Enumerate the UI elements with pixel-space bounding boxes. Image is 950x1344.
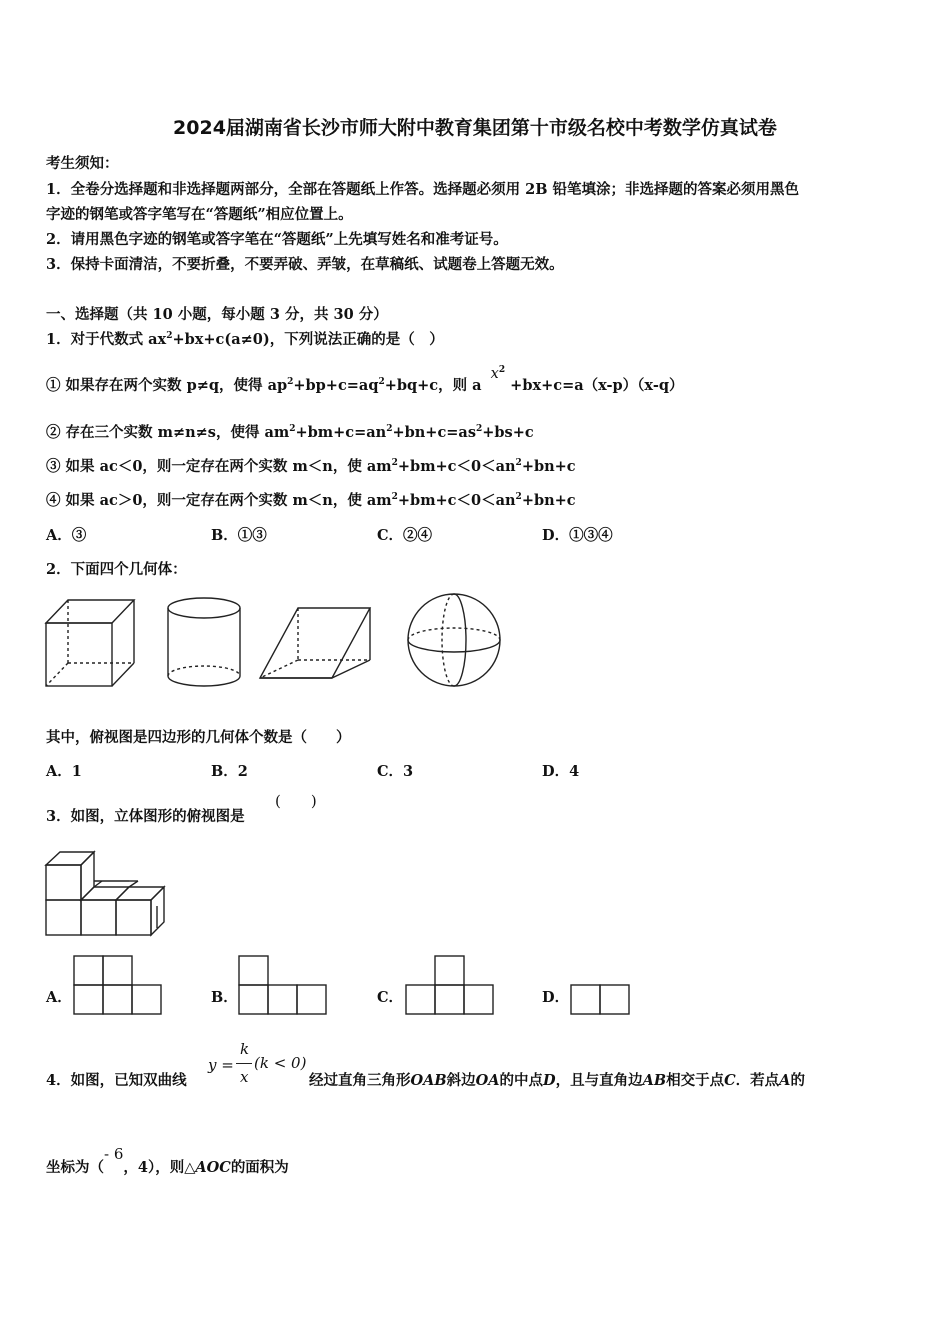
q1-statement-1: ① 如果存在两个实数 p≠q，使得 $ap^2+bp+c=aq^2+bq+c$，则 a $x^2 +bx+c=a(x-p)(x-q)$ xyxy=(46,365,684,394)
q3-option-b-figure[interactable] xyxy=(237,954,329,1016)
notice-item-2: 2．请用黑色字迹的钢笔或答字笔在“答题纸”上先填写姓名和准考证号。 xyxy=(46,231,508,248)
q2-option-b[interactable]: B．2 xyxy=(211,763,248,780)
notice-item-1a: 1．全卷分选择题和非选择题两部分，全部在答题纸上作答。选择题必须用 2B 铅笔填涂；非选择题的答案必须用黑色 xyxy=(46,181,800,198)
q1-option-c[interactable]: C．②④ xyxy=(377,527,433,544)
q2-question: 其中，俯视图是四边形的几何体个数是（ ） xyxy=(46,729,351,746)
q4-stem-start: 4．如图，已知双曲线 xyxy=(46,1072,187,1089)
q1-statement-4: ④ 如果 ac＞0，则一定存在两个实数 m＜n，使 $am^2+bm+c<0<an^2+bn+c$ xyxy=(46,492,576,509)
q2-option-a[interactable]: A．1 xyxy=(46,763,82,780)
q2-solids-figure xyxy=(40,590,520,695)
section-heading: 一、选择题（共 10 小题，每小题 3 分，共 30 分） xyxy=(46,306,388,323)
q3-stem: 3．如图，立体图形的俯视图是 xyxy=(46,808,245,825)
q3-option-c-label[interactable]: C． xyxy=(377,989,404,1006)
q1-option-a[interactable]: A．③ xyxy=(46,527,87,544)
cube-figure xyxy=(46,600,134,686)
q3-option-d-label[interactable]: D． xyxy=(542,989,570,1006)
q1-option-b[interactable]: B．①③ xyxy=(211,527,267,544)
q1-statement-2: ② 存在三个实数 m≠n≠s，使得 $am^2+bm+c=an^2+bn+c=as^2+bs+c$ xyxy=(46,424,534,441)
notice-item-3: 3．保持卡面清洁，不要折叠，不要弄破、弄皱，在草稿纸、试题卷上答题无效。 xyxy=(46,256,564,273)
cylinder-figure xyxy=(168,598,240,686)
q2-option-d[interactable]: D．4 xyxy=(542,763,580,780)
q3-option-c-figure[interactable] xyxy=(404,954,496,1016)
q3-option-a-figure[interactable] xyxy=(72,954,164,1016)
q3-option-a-label[interactable]: A． xyxy=(46,989,72,1006)
q1-stem: 1．对于代数式 $ax^2+bx+c(a\ne 0)$，下列说法正确的是（ ） xyxy=(46,331,444,348)
q1-statement-3: ③ 如果 ac＜0，则一定存在两个实数 m＜n，使 $am^2+bm+c<0<an^2+bn+c$ xyxy=(46,458,576,475)
q2-option-c[interactable]: C．3 xyxy=(377,763,414,780)
q4-stem-rest: 经过直角三角形OAB斜边OA的中点D，且与直角边AB相交于点C．若点A的 xyxy=(309,1072,805,1089)
prism-figure xyxy=(260,608,370,678)
q3-option-d-figure[interactable] xyxy=(569,983,633,1016)
q3-solid-figure xyxy=(42,846,170,940)
q3-option-b-label[interactable]: B． xyxy=(211,989,238,1006)
q3-paren: ( ) xyxy=(275,792,317,810)
sphere-figure xyxy=(408,594,500,686)
q1-option-d[interactable]: D．①③④ xyxy=(542,527,613,544)
page-title: 2024届湖南省长沙市师大附中教育集团第十市级名校中考数学仿真试卷 xyxy=(173,117,777,139)
q2-stem: 2．下面四个几何体： xyxy=(46,561,187,578)
q4-line2: 坐标为（- 6，4），则△AOC的面积为 xyxy=(46,1145,289,1176)
notice-item-1b: 字迹的钢笔或答字笔写在“答题纸”相应位置上。 xyxy=(46,206,353,223)
notice-heading: 考生须知： xyxy=(46,155,119,172)
